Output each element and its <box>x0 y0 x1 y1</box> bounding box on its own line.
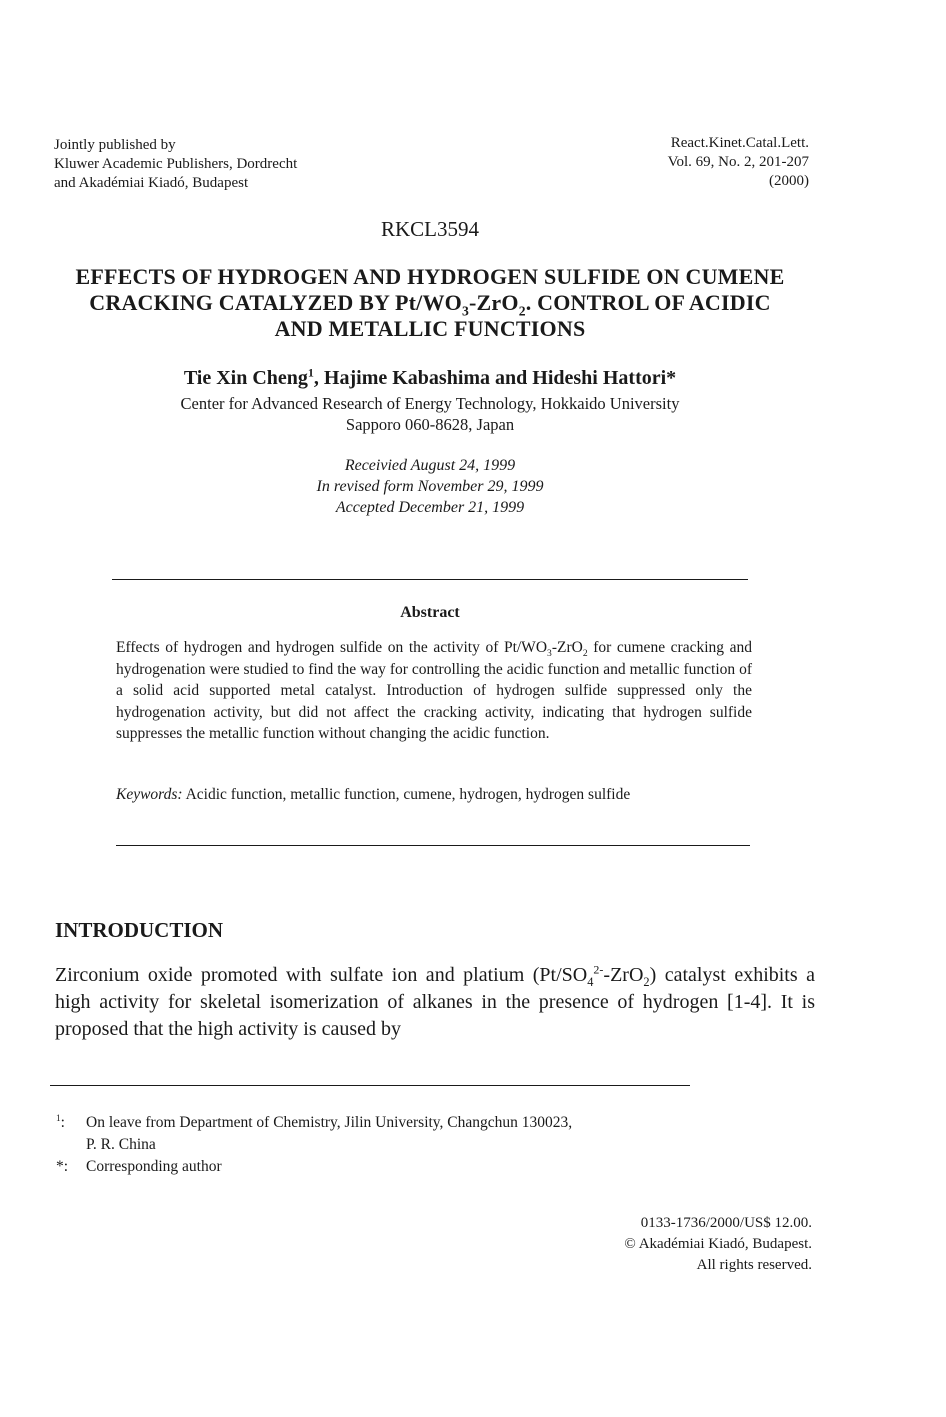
title-line: EFFECTS OF HYDROGEN AND HYDROGEN SULFIDE ON CUMENE <box>75 264 785 289</box>
divider <box>116 845 750 846</box>
paper-title <box>40 264 820 342</box>
abstract-text-part: for cumene cracking and hydrogenation were studied to find the way for controlling the acidic function and metallic function of a solid acid supported metal catalyst. Introduction of hydrogen sulfide suppressed only the hydrogenation activity, but did not affect the cracking activity, indicating that hydrogen sulfide suppresses the metallic function without changing the acidic function. <box>116 639 752 742</box>
author-name: Tie Xin Cheng <box>183 367 308 389</box>
footnote-text: Corresponding author <box>86 1158 222 1175</box>
copyright-line: 0133-1736/2000/US$ 12.00. <box>640 1215 812 1231</box>
keywords-label: Keywords: <box>116 786 183 803</box>
keywords-text: Acidic function, metallic function, cumene, hydrogen, hydrogen sulfide <box>182 786 631 803</box>
publisher-line: Kluwer Academic Publishers, Dordrecht <box>54 156 298 172</box>
copyright-block <box>624 1213 812 1276</box>
affiliation <box>0 393 860 435</box>
title-text: . CONTROL OF ACIDIC <box>525 290 771 315</box>
affiliation-line: Sapporo 060-8628, Japan <box>345 415 515 434</box>
publisher-line: and Akadémiai Kiadó, Budapest <box>54 175 249 191</box>
publisher-line: Jointly published by <box>54 137 176 153</box>
body-text: ) catalyst exhibits a high activity for skeletal isomerization of alkanes in the presence of hydrogen [1-4]. It is proposed that the high activity is caused by <box>55 964 816 1040</box>
subscript: 3 <box>547 648 552 660</box>
footnote-divider <box>50 1085 690 1086</box>
footnote-1-continued: P. R. China <box>86 1136 156 1153</box>
affiliation-line: Center for Advanced Research of Energy Technology, Hokkaido University <box>180 394 680 413</box>
author-list <box>0 367 860 390</box>
date-line: Receivied August 24, 1999 <box>344 457 516 474</box>
author-names: , Hajime Kabashima and Hideshi Hattori* <box>313 367 677 389</box>
footnote-marker-number: 1 <box>56 1113 61 1124</box>
date-line: Accepted December 21, 1999 <box>335 499 525 516</box>
abstract-heading: Abstract <box>400 604 460 621</box>
footnote-2 <box>56 1156 222 1177</box>
title-text: -ZrO <box>469 290 519 315</box>
article-code: RKCL3594 <box>380 217 479 241</box>
journal-line: (2000) <box>769 173 809 189</box>
title-subscript: 2 <box>518 303 526 319</box>
copyright-line: All rights reserved. <box>696 1257 812 1273</box>
abstract-text-part: Effects of hydrogen and hydrogen sulfide on the activity of Pt/WO <box>116 639 548 656</box>
date-line: In revised form November 29, 1999 <box>316 478 544 495</box>
title-text: CRACKING CATALYZED BY Pt/WO <box>89 290 462 315</box>
body-text: Zirconium oxide promoted with sulfate ion and platium (Pt/SO <box>55 964 588 986</box>
footnote-text: On leave from Department of Chemistry, Jilin University, Changchun 130023, <box>86 1114 573 1131</box>
journal-line: Vol. 69, No. 2, 201-207 <box>667 154 809 170</box>
footnote-1 <box>56 1112 572 1133</box>
publisher-info <box>54 136 297 193</box>
body-paragraph <box>55 962 815 1043</box>
title-line <box>40 290 820 319</box>
superscript: 2- <box>593 962 604 977</box>
footnote-marker <box>56 1112 86 1133</box>
subscript: 4 <box>587 975 594 989</box>
body-text: -ZrO <box>603 964 644 986</box>
keywords <box>116 784 752 805</box>
title-subscript: 3 <box>461 303 469 319</box>
abstract-text <box>116 637 752 745</box>
abstract-text-part: -ZrO <box>551 639 583 656</box>
journal-line: React.Kinet.Catal.Lett. <box>670 135 809 151</box>
footnote-marker-colon: : <box>60 1114 65 1131</box>
received-dates <box>0 455 860 518</box>
copyright-line: © Akadémiai Kiadó, Budapest. <box>624 1236 812 1252</box>
subscript: 2 <box>643 975 650 989</box>
footnote-marker: 1 <box>307 365 314 380</box>
section-heading: INTRODUCTION <box>55 918 224 942</box>
subscript: 2 <box>582 648 588 660</box>
title-line: AND METALLIC FUNCTIONS <box>274 316 586 341</box>
footnote-marker: *: <box>56 1158 69 1175</box>
divider <box>112 579 748 580</box>
journal-citation <box>668 134 809 191</box>
